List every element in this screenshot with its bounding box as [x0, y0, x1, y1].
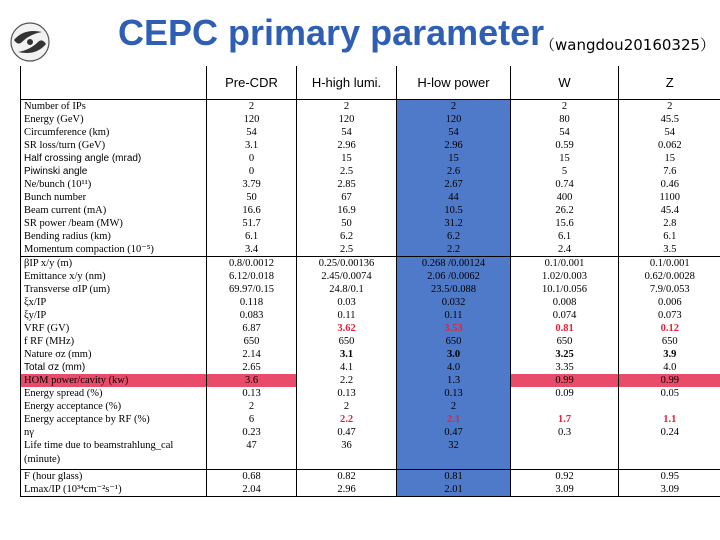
table-cell: 0.11: [297, 309, 397, 322]
header-cell-h-high-lumi: H-high lumi.: [297, 66, 397, 100]
table-cell: 650: [619, 335, 720, 348]
table-row: [21, 283, 720, 296]
table-cell: 650: [207, 335, 297, 348]
table-cell: 45.5: [619, 113, 720, 126]
table-cell: 120: [397, 113, 511, 126]
table-cell: 6.1: [511, 230, 619, 243]
table-cell: 2.96: [397, 139, 511, 152]
table-cell: 26.2: [511, 204, 619, 217]
table-cell: 0.24: [619, 426, 720, 439]
table-cell: 2.01: [397, 483, 511, 497]
row-label: Beam current (mA): [21, 204, 207, 217]
table-row: [21, 204, 720, 217]
table-cell: 3.5: [619, 243, 720, 257]
table-row: [21, 439, 720, 470]
table-cell: 0.81: [511, 322, 619, 335]
row-label: Energy acceptance by RF (%): [21, 413, 207, 426]
table-cell: 10.5: [397, 204, 511, 217]
table-row: [21, 257, 720, 271]
table-cell: 3.53: [397, 322, 511, 335]
table-row: [21, 426, 720, 439]
table-cell: 1.02/0.003: [511, 270, 619, 283]
row-label: f RF (MHz): [21, 335, 207, 348]
table-cell: 0.74: [511, 178, 619, 191]
table-cell: 0.13: [207, 387, 297, 400]
table-cell: 23.5/0.088: [397, 283, 511, 296]
table-cell: 2: [619, 100, 720, 114]
table-cell: 0.032: [397, 296, 511, 309]
table-cell: 3.25: [511, 348, 619, 361]
table-cell: 2.2: [297, 374, 397, 387]
table-cell: 80: [511, 113, 619, 126]
parameter-table: [20, 66, 720, 497]
table-cell: 0: [207, 165, 297, 178]
table-cell: 2.5: [297, 243, 397, 257]
row-label: Nature σz (mm): [21, 348, 207, 361]
table-row: [21, 100, 720, 114]
header-cell-z: Z: [619, 66, 720, 100]
table-cell: 5: [511, 165, 619, 178]
table-cell: 36: [297, 439, 397, 470]
table-cell: 0.99: [511, 374, 619, 387]
table-cell: 0.062: [619, 139, 720, 152]
row-label: Piwinski angle: [21, 165, 207, 178]
header-row: [21, 66, 720, 100]
row-label: Energy (GeV): [21, 113, 207, 126]
table-cell: 0.59: [511, 139, 619, 152]
table-cell: 2.65: [207, 361, 297, 374]
row-label: Half crossing angle (mrad): [21, 152, 207, 165]
row-label: Ne/bunch (10¹¹): [21, 178, 207, 191]
table-cell: 2.2: [397, 243, 511, 257]
table-cell: 6.2: [397, 230, 511, 243]
table-cell: 1.7: [511, 413, 619, 426]
table-cell: [619, 400, 720, 413]
table-cell: 16.6: [207, 204, 297, 217]
header-cell-empty: [21, 66, 207, 100]
table-row: [21, 230, 720, 243]
table-cell: 3.09: [511, 483, 619, 497]
table-cell: 0.62/0.0028: [619, 270, 720, 283]
table-row: [21, 152, 720, 165]
table-cell: 1100: [619, 191, 720, 204]
table-cell: 0.12: [619, 322, 720, 335]
table-cell: 50: [207, 191, 297, 204]
table-row: [21, 322, 720, 335]
row-label: Lmax/IP (10³⁴cm⁻²s⁻¹): [21, 483, 207, 497]
table-cell: 0.99: [619, 374, 720, 387]
table-cell: 2.06 /0.0062: [397, 270, 511, 283]
table-cell: 2.04: [207, 483, 297, 497]
table-cell: 0.006: [619, 296, 720, 309]
table-cell: 15: [397, 152, 511, 165]
table-cell: 2.45/0.0074: [297, 270, 397, 283]
table-cell: 0.8/0.0012: [207, 257, 297, 271]
row-label: Bunch number: [21, 191, 207, 204]
table-cell: 3.1: [297, 348, 397, 361]
table-row: [21, 165, 720, 178]
header-cell-w: W: [511, 66, 619, 100]
table-cell: 6.2: [297, 230, 397, 243]
table-cell: 44: [397, 191, 511, 204]
table-cell: 3.0: [397, 348, 511, 361]
table-cell: 3.09: [619, 483, 720, 497]
table-row: [21, 191, 720, 204]
table-row: [21, 348, 720, 361]
table-cell: 4.1: [297, 361, 397, 374]
table-cell: 3.9: [619, 348, 720, 361]
table-cell: 6: [207, 413, 297, 426]
table-cell: 31.2: [397, 217, 511, 230]
table-cell: [619, 439, 720, 470]
table-cell: 4.0: [397, 361, 511, 374]
table-cell: 2.6: [397, 165, 511, 178]
table-cell: 15: [511, 152, 619, 165]
table-row: [21, 113, 720, 126]
table-cell: 0.083: [207, 309, 297, 322]
table-cell: 650: [297, 335, 397, 348]
table-cell: 2.67: [397, 178, 511, 191]
table-cell: 3.1: [207, 139, 297, 152]
parameter-table-body: [21, 100, 720, 497]
table-cell: 2: [297, 100, 397, 114]
table-cell: 15: [619, 152, 720, 165]
table-cell: 10.1/0.056: [511, 283, 619, 296]
table-row: [21, 335, 720, 348]
row-label: Circumference (km): [21, 126, 207, 139]
row-label: HOM power/cavity (kw): [21, 374, 207, 387]
table-cell: 0.95: [619, 470, 720, 484]
table-cell: 0.073: [619, 309, 720, 322]
row-label: SR loss/turn (GeV): [21, 139, 207, 152]
table-cell: 2.4: [511, 243, 619, 257]
table-cell: 1.1: [619, 413, 720, 426]
page-subtitle: （wangdou20160325）: [540, 36, 716, 54]
table-cell: 0.1/0.001: [511, 257, 619, 271]
table-cell: 0.47: [397, 426, 511, 439]
ihep-logo-icon: [8, 20, 52, 64]
row-label: Emittance x/y (nm): [21, 270, 207, 283]
header-cell-h-low-power: H-low power: [397, 66, 511, 100]
table-cell: 0.23: [207, 426, 297, 439]
table-cell: 2.96: [297, 483, 397, 497]
row-label: Life time due to beamstrahlung_cal (minute): [21, 439, 207, 470]
table-cell: 3.6: [207, 374, 297, 387]
table-row: [21, 296, 720, 309]
table-row: [21, 178, 720, 191]
table-cell: 0.1/0.001: [619, 257, 720, 271]
table-cell: 32: [397, 439, 511, 470]
table-cell: 3.62: [297, 322, 397, 335]
table-row: [21, 470, 720, 484]
table-cell: 7.6: [619, 165, 720, 178]
table-cell: 2.85: [297, 178, 397, 191]
table-cell: 120: [207, 113, 297, 126]
table-cell: 0.81: [397, 470, 511, 484]
table-cell: 0.92: [511, 470, 619, 484]
table-cell: 650: [397, 335, 511, 348]
table-cell: 67: [297, 191, 397, 204]
table-cell: 6.87: [207, 322, 297, 335]
table-cell: 15: [297, 152, 397, 165]
row-label: SR power /beam (MW): [21, 217, 207, 230]
table-cell: 650: [511, 335, 619, 348]
row-label: Number of IPs: [21, 100, 207, 114]
row-label: F (hour glass): [21, 470, 207, 484]
table-cell: [511, 400, 619, 413]
row-label: Bending radius (km): [21, 230, 207, 243]
table-cell: 3.4: [207, 243, 297, 257]
table-cell: 6.1: [207, 230, 297, 243]
table-cell: 50: [297, 217, 397, 230]
table-cell: 0.008: [511, 296, 619, 309]
table-cell: 2: [207, 400, 297, 413]
table-row: [21, 270, 720, 283]
table-cell: 0.25/0.00136: [297, 257, 397, 271]
table-cell: 15.6: [511, 217, 619, 230]
table-cell: 2: [397, 100, 511, 114]
table-cell: 47: [207, 439, 297, 470]
table-cell: 0.09: [511, 387, 619, 400]
table-row: [21, 309, 720, 322]
table-cell: 0.05: [619, 387, 720, 400]
table-cell: 2.8: [619, 217, 720, 230]
table-cell: 54: [297, 126, 397, 139]
table-cell: 0.268 /0.00124: [397, 257, 511, 271]
row-label: VRF (GV): [21, 322, 207, 335]
table-cell: 4.0: [619, 361, 720, 374]
table-cell: 0.13: [297, 387, 397, 400]
table-cell: 0.3: [511, 426, 619, 439]
table-row: [21, 361, 720, 374]
table-cell: 3.35: [511, 361, 619, 374]
row-label: Momentum compaction (10⁻⁵): [21, 243, 207, 257]
table-cell: 0.47: [297, 426, 397, 439]
table-cell: 0.118: [207, 296, 297, 309]
table-cell: 54: [619, 126, 720, 139]
table-cell: 0.11: [397, 309, 511, 322]
row-label: Total σz (mm): [21, 361, 207, 374]
page-title: CEPC primary parameter: [118, 12, 545, 53]
table-cell: 2: [397, 400, 511, 413]
table-row: [21, 387, 720, 400]
table-cell: 45.4: [619, 204, 720, 217]
table-cell: 0.82: [297, 470, 397, 484]
table-row: [21, 483, 720, 497]
table-row: [21, 243, 720, 257]
table-cell: 0.68: [207, 470, 297, 484]
table-row: [21, 400, 720, 413]
table-cell: 7.9/0.053: [619, 283, 720, 296]
table-cell: 120: [297, 113, 397, 126]
table-cell: 16.9: [297, 204, 397, 217]
table-row: [21, 413, 720, 426]
table-row: [21, 126, 720, 139]
header-cell-pre-cdr: Pre-CDR: [207, 66, 297, 100]
row-label: ξx/IP: [21, 296, 207, 309]
row-label: Transverse σIP (um): [21, 283, 207, 296]
table-cell: 69.97/0.15: [207, 283, 297, 296]
table-cell: 54: [397, 126, 511, 139]
table-cell: 0: [207, 152, 297, 165]
row-label: βIP x/y (m): [21, 257, 207, 271]
table-cell: 24.8/0.1: [297, 283, 397, 296]
table-cell: 3.79: [207, 178, 297, 191]
table-cell: 6.1: [619, 230, 720, 243]
row-label: ξy/IP: [21, 309, 207, 322]
table-cell: 0.074: [511, 309, 619, 322]
table-row: [21, 374, 720, 387]
table-cell: 2.5: [297, 165, 397, 178]
table-cell: 1.3: [397, 374, 511, 387]
table-row: [21, 217, 720, 230]
table-cell: 2: [297, 400, 397, 413]
row-label: Energy acceptance (%): [21, 400, 207, 413]
table-cell: 0.13: [397, 387, 511, 400]
row-label: nγ: [21, 426, 207, 439]
table-cell: 54: [511, 126, 619, 139]
table-cell: 2.96: [297, 139, 397, 152]
table-cell: 0.46: [619, 178, 720, 191]
table-row: [21, 139, 720, 152]
table-cell: 2.14: [207, 348, 297, 361]
table-cell: 54: [207, 126, 297, 139]
table-cell: 6.12/0.018: [207, 270, 297, 283]
table-cell: 2.1: [397, 413, 511, 426]
table-cell: 0.03: [297, 296, 397, 309]
table-cell: [511, 439, 619, 470]
table-cell: 2.2: [297, 413, 397, 426]
table-cell: 2: [207, 100, 297, 114]
table-cell: 51.7: [207, 217, 297, 230]
table-cell: 400: [511, 191, 619, 204]
table-cell: 2: [511, 100, 619, 114]
row-label: Energy spread (%): [21, 387, 207, 400]
